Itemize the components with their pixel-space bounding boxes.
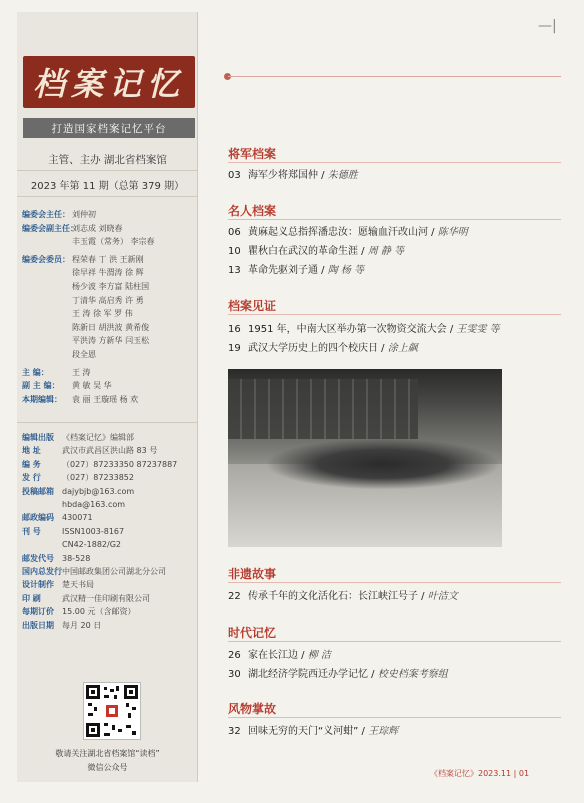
pub-row: 编 务 （027）87233350 87237887 — [22, 459, 178, 469]
top-rule — [228, 76, 561, 77]
photo-crowd — [268, 439, 498, 489]
toc-item[interactable]: 19 武汉大学历史上的四个校庆日 / 涂上飙 — [228, 343, 418, 354]
magazine-logo — [23, 56, 195, 108]
toc-item[interactable]: 03 海军少将郑国仲 / 朱德胜 — [228, 170, 358, 181]
staff-row: 杨少波 李方富 陆柱国 — [72, 281, 150, 291]
toc-item[interactable]: 16 1951 年，中南大区举办第一次物资交流大会 / 王雯雯 等 — [228, 324, 500, 335]
photo-stone-wall — [228, 379, 418, 439]
section-title: 将军档案 — [228, 147, 277, 161]
qr-code — [83, 682, 141, 740]
staff-row: 副 主 编： 黄 敏 吴 华 — [22, 381, 112, 391]
staff-row: 丁清华 高启秀 许 勇 — [72, 295, 144, 305]
issue-number: 2023 年第 11 期（总第 379 期） — [30, 181, 185, 192]
section-rule — [228, 582, 561, 583]
section-rule — [228, 162, 561, 163]
divider — [17, 422, 198, 423]
pub-row: CN42-1882/G2 — [62, 540, 121, 550]
staff-row: 主 编： 王 涛 — [22, 367, 91, 377]
pub-row: 每期订价 15.00 元（含邮资） — [22, 607, 136, 617]
section-title: 非遗故事 — [228, 567, 277, 581]
pub-row: 编辑出版 《档案记忆》编辑部 — [22, 433, 134, 442]
section-rule — [228, 717, 561, 718]
section-title: 名人档案 — [228, 204, 277, 218]
toc-item[interactable]: 06 黄麻起义总指挥潘忠汝：愿输血汗改山河 / 陈华明 — [228, 227, 468, 238]
toc-item[interactable]: 10 瞿秋白在武汉的革命生涯 / 周 静 等 — [228, 246, 405, 257]
divider — [17, 170, 198, 171]
toc-item[interactable]: 22 传承千年的文化活化石：长江峡江号子 / 叶洁文 — [228, 591, 458, 602]
pub-row: 邮发代号 38-528 — [22, 553, 91, 563]
qr-code-icon — [84, 683, 140, 739]
sponsor: 主管、主办 湖北省档案馆 — [48, 154, 167, 166]
staff-row: 平洪涛 方新华 闫玉松 — [72, 336, 150, 346]
editorial-staff — [22, 208, 198, 406]
section-rule — [228, 641, 561, 642]
page-footer: 《档案记忆》2023.11 | 01 — [430, 769, 530, 778]
toc-item[interactable]: 32 回味无穷的天门“义河蚶” / 王琮辉 — [228, 726, 399, 737]
pub-row: 国内总发行 中国邮政集团公司湖北分公司 — [22, 567, 166, 577]
staff-row: 丰玉霞（常务） 李宗春 — [72, 237, 155, 247]
toc-item[interactable]: 30 湖北经济学院西迁办学记忆 / 校史档案考察组 — [228, 669, 448, 680]
pub-row: 投稿邮箱 dajybjb@163.com — [22, 486, 135, 496]
staff-row: 陈新日 胡洪波 黄希俊 — [72, 322, 150, 332]
section-title: 档案见证 — [228, 299, 277, 313]
pub-row: 出版日期 每月 20 日 — [22, 620, 102, 630]
publishing-info — [22, 431, 198, 632]
masthead-sidebar — [17, 12, 198, 782]
qr-caption: 敬请关注湖北省档案馆“读档” — [55, 749, 160, 758]
section-title: 风物掌故 — [228, 702, 277, 716]
pub-row: 发 行 （027）87233852 — [22, 473, 134, 483]
pub-row: 设计制作 楚天书局 — [22, 580, 94, 590]
staff-row: 王 涛 徐 军 罗 伟 — [72, 309, 133, 319]
pub-row: 地 址 武汉市武昌区洪山路 83 号 — [22, 446, 158, 456]
tagline: 打造国家档案记忆平台 — [23, 118, 195, 138]
qr-caption-2: 微信公众号 — [87, 763, 128, 772]
toc-item[interactable]: 13 革命先驱刘子通 / 陶 杨 等 — [228, 265, 365, 276]
section-title: 时代记忆 — [228, 626, 277, 640]
staff-row: 本期编辑： 袁 丽 王璇瑶 杨 欢 — [22, 394, 139, 404]
section-rule — [228, 314, 561, 315]
divider — [17, 196, 198, 197]
pub-row: hbda@163.com — [62, 500, 126, 510]
staff-row: 段全恩 — [72, 349, 96, 359]
toc-item[interactable]: 26 家在长江边 / 柳 洁 — [228, 650, 331, 661]
staff-row: 编委会副主任： 刘志成 刘晓春 — [22, 223, 123, 233]
historical-photo — [228, 369, 502, 547]
corner-mark: —| — [538, 18, 557, 34]
logo-text: 档案记忆 — [32, 65, 185, 103]
pub-row: 刊 号 ISSN1003-8167 — [22, 526, 125, 536]
staff-row: 徐早祥 牛渭涛 徐 辉 — [72, 268, 144, 278]
pub-row: 印 刷 武汉精一佳印刷有限公司 — [22, 593, 150, 603]
section-rule — [228, 219, 561, 220]
staff-row: 编委会委员： 程荣春 丁 洪 王新刚 — [22, 254, 144, 264]
pub-row: 邮政编码 430071 — [22, 513, 93, 523]
staff-row: 编委会主任： 刘仲初 — [22, 210, 96, 219]
